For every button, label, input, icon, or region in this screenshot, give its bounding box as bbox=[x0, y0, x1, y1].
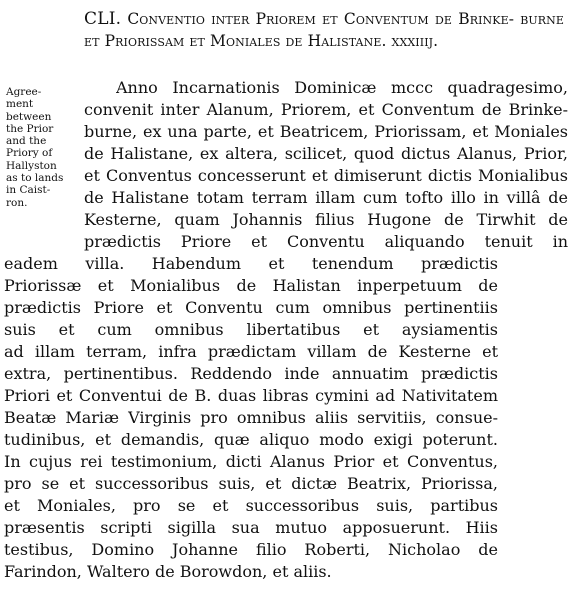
body-line: Kesterne, quam Johannis filius Hugone de Tirwhit de bbox=[84, 210, 568, 229]
body-line: Priori et Conventui de B. duas libras cymini ad Nativitatem bbox=[4, 386, 498, 405]
body-line: convenit inter Alanum, Priorem, et Conventum de Brinke- bbox=[84, 100, 568, 119]
charter-number: CLI. bbox=[84, 9, 122, 29]
charter-title-line-1: Conventio inter Priorem et Conventum de Brinke- bbox=[127, 10, 515, 28]
margin-note bbox=[6, 86, 76, 209]
body-line: eadem villa. Habendum et tenendum prædictis bbox=[4, 254, 498, 273]
margin-note-line: ron. bbox=[6, 196, 28, 209]
charter-title-line-2: burne et Priorissam et Moniales de Halistane. xxxiiij. bbox=[84, 10, 564, 50]
body-line: Anno Incarnationis Dominicæ mccc quadragesimo, bbox=[116, 78, 568, 97]
margin-note-line: in Caist- bbox=[6, 184, 51, 197]
body-line: pro se et successoribus suis, et dictæ Beatrix, Priorissa, bbox=[4, 474, 498, 493]
body-line: prædictis Priore et Conventu aliquando tenuit in bbox=[84, 232, 568, 251]
body-line: de Halistane, ex altera, scilicet, quod dictus Alanus, Prior, bbox=[84, 144, 568, 163]
body-line: Priorissæ et Monialibus de Halistan inperpetuum de bbox=[4, 276, 498, 295]
body-line: Farindon, Waltero de Borowdon, et aliis. bbox=[4, 562, 332, 581]
body-line: In cujus rei testimonium, dicti Alanus Prior et Conventus, bbox=[4, 452, 498, 471]
margin-note-line: between bbox=[6, 110, 52, 123]
margin-note-line: Agree- bbox=[6, 86, 42, 98]
margin-note-line: as to lands bbox=[6, 172, 64, 185]
margin-note-line: Priory of bbox=[6, 147, 53, 160]
body-line: prædictis Priore et Conventu cum omnibus pertinentiis bbox=[4, 298, 498, 317]
body-line: Beatæ Mariæ Virginis pro omnibus aliis servitiis, consue- bbox=[4, 408, 498, 427]
body-line: præsentis scripti sigilla sua mutuo apposuerunt. Hiis bbox=[4, 518, 498, 537]
margin-note-line: the Prior bbox=[6, 122, 54, 135]
body-line: et Conventus concesserunt et dimiserunt dictis Monialibus bbox=[84, 166, 568, 185]
body-line: burne, ex una parte, et Beatricem, Priorissam, et Moniales bbox=[84, 122, 568, 141]
body-line: et Moniales, pro se et successoribus suis, partibus bbox=[4, 496, 498, 515]
body-line: testibus, Domino Johanne filio Roberti, Nicholao de bbox=[4, 540, 498, 559]
margin-note-line: Hallyston bbox=[6, 159, 57, 172]
body-line: tudinibus, et demandis, quæ aliquo modo exigi poterunt. bbox=[4, 430, 498, 449]
body-line: suis et cum omnibus libertatibus et aysiamentis bbox=[4, 320, 498, 339]
margin-note-line: and the bbox=[6, 135, 47, 148]
body-line: ad illam terram, infra prædictam villam de Kesterne et bbox=[4, 342, 498, 361]
body-line: extra, pertinentibus. Reddendo inde annuatim prædictis bbox=[4, 364, 498, 383]
margin-note-line: ment bbox=[6, 98, 34, 111]
charter-heading bbox=[84, 8, 564, 52]
body-line: de Halistane totam terram illam cum tofto illo in villâ de bbox=[84, 188, 568, 207]
